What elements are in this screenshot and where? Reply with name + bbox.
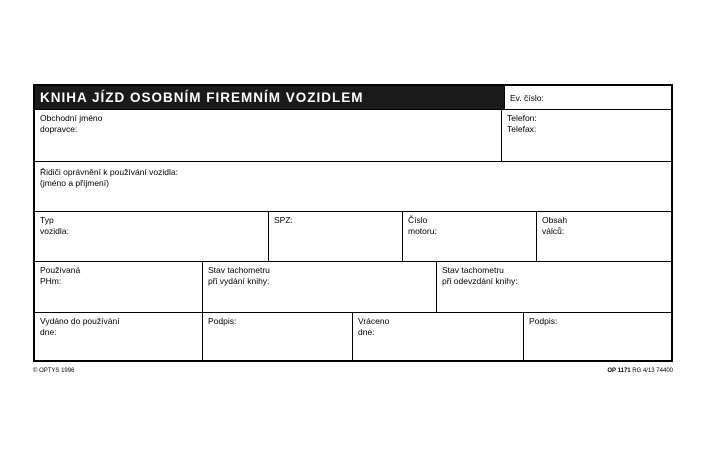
title-row [35,86,671,110]
returned-signature-field[interactable] [524,313,671,360]
carrier-name-field[interactable] [35,110,502,161]
engine-number-label: Číslo motoru: [408,215,437,236]
returned-date-field[interactable] [353,313,524,360]
authorized-drivers-field[interactable] [35,162,671,211]
phone-fax-label: Telefon: Telefax: [507,113,537,134]
fuel-type-label: Používaná PHm: [40,265,81,286]
returned-date-label: Vráceno dne: [358,316,390,337]
ev-cislo-label: Ev. číslo: [510,93,544,103]
logbook-form [33,84,673,362]
copyright-text: © OPTYS 1996 [33,368,75,374]
carrier-row [35,110,671,162]
issued-date-label: Vydáno do používání dne: [40,316,120,337]
ev-cislo-field[interactable] [504,86,671,109]
vehicle-row [35,212,671,262]
form-title: KNIHA JÍZD OSOBNÍM FIREMNÍM VOZIDLEM [35,86,504,109]
issued-signature-field[interactable] [203,313,353,360]
spz-label: SPZ: [274,215,293,225]
issued-signature-label: Podpis: [208,316,237,326]
issue-return-row [35,313,671,360]
authorized-drivers-label: Řidiči oprávnění k používání vozidla: (jméno a příjmení) [40,167,178,188]
drivers-row [35,162,671,212]
fuel-type-field[interactable] [35,262,203,312]
carrier-name-label: Obchodní jméno dopravce: [40,113,103,134]
spz-field[interactable] [269,212,403,261]
odometer-return-field[interactable] [437,262,671,312]
cylinder-volume-field[interactable] [537,212,671,261]
vehicle-type-field[interactable] [35,212,269,261]
issued-date-field[interactable] [35,313,203,360]
form-code-bold: OP 1171 [607,368,631,374]
odometer-return-label: Stav tachometru při odevzdání knihy: [442,265,518,286]
returned-signature-label: Podpis: [529,316,558,326]
engine-number-field[interactable] [403,212,537,261]
vehicle-type-label: Typ vozidla: [40,215,69,236]
odometer-issue-field[interactable] [203,262,437,312]
fuel-odometer-row [35,262,671,313]
cylinder-volume-label: Obsah válců: [542,215,568,236]
form-code [607,368,673,374]
phone-fax-field[interactable] [502,110,671,161]
odometer-issue-label: Stav tachometru při vydání knihy: [208,265,270,286]
form-code-rest: RG 4/13 74400 [632,368,673,374]
